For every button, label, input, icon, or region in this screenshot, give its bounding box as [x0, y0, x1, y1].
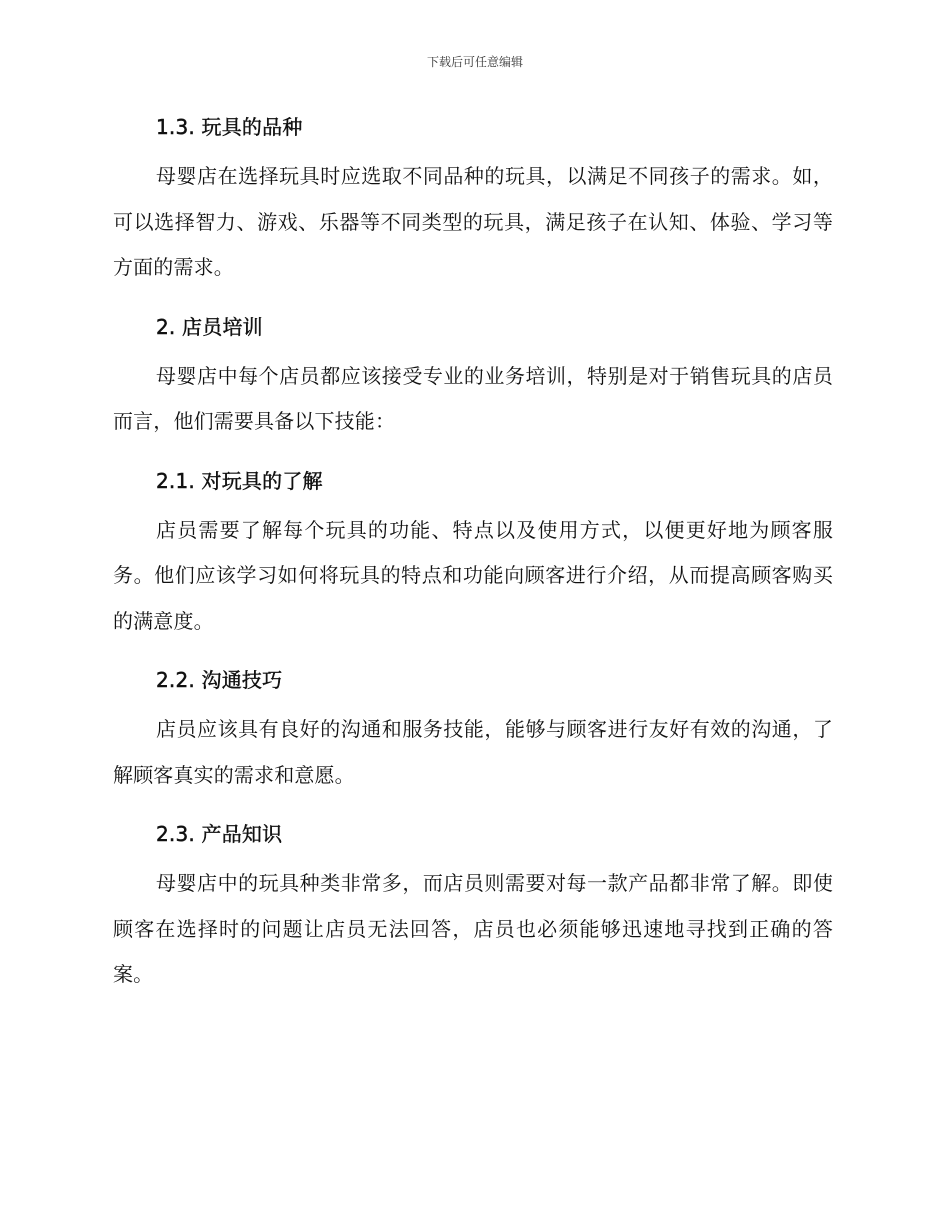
section-heading: 2.2. 沟通技巧: [156, 668, 283, 692]
page-header-note: 下载后可任意编辑: [426, 55, 523, 69]
section-paragraph: 店员需要了解每个玩具的功能、特点以及使用方式，以便更好地为顾客服务。他们应该学习如何将玩具的特点和功能向顾客进行介绍，从而提高顾客购买的满意度。: [113, 517, 833, 633]
section-heading: 2.1. 对玩具的了解: [156, 468, 323, 493]
section-toy-knowledge: [113, 466, 833, 645]
section-paragraph: 母婴店中的玩具种类非常多，而店员则需要对每一款产品都非常了解。即使顾客在选择时的问题让店员无法回答，店员也必须能够迅速地寻找到正确的答案。: [113, 871, 833, 986]
section-heading: 1.3. 玩具的品种: [156, 115, 303, 139]
section-paragraph: 母婴店在选择玩具时应选取不同品种的玩具，以满足不同孩子的需求。如，可以选择智力、游戏、乐器等不同类型的玩具，满足孩子在认知、体验、学习等方面的需求。: [113, 164, 833, 279]
section-paragraph: 店员应该具有良好的沟通和服务技能，能够与顾客进行友好有效的沟通，了解顾客真实的需求和意愿。: [113, 717, 833, 787]
section-heading: 2.3. 产品知识: [156, 822, 283, 846]
section-paragraph: 母婴店中每个店员都应该接受专业的业务培训，特别是对于销售玩具的店员而言，他们需要具备以下技能：: [113, 363, 833, 433]
section-communication-skills: [113, 665, 833, 798]
document-body: [113, 112, 833, 1019]
section-toy-varieties: [113, 112, 833, 291]
section-staff-training: [113, 312, 833, 445]
section-product-knowledge: [113, 819, 833, 998]
section-heading: 2. 店员培训: [156, 314, 263, 339]
